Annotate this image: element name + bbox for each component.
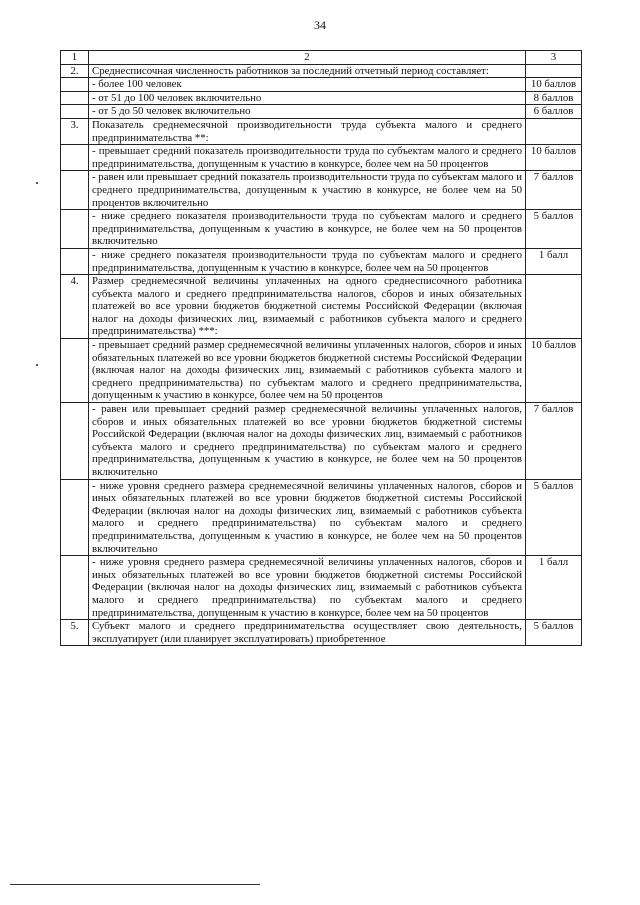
criterion-text: - превышает средний показатель производительности труда по субъектам малого и среднего предпринимательства, допущенным к участию в конкурсе, более чем на 50 процентов (89, 145, 526, 171)
table-row (61, 403, 582, 480)
scoring-criteria-table (60, 50, 582, 646)
row-number (61, 78, 89, 92)
criterion-text: - ниже среднего показателя производительности труда по субъектам малого и среднего предпринимательства, допущенным к участию в конкурсе, не более чем на 50 процентов включительно (89, 210, 526, 249)
row-number: 3. (61, 118, 89, 144)
table-row (61, 275, 582, 339)
score-value: 5 баллов (526, 210, 582, 249)
criterion-text: - от 51 до 100 человек включительно (89, 91, 526, 105)
score-value (526, 64, 582, 78)
table-row (61, 118, 582, 144)
row-number (61, 556, 89, 620)
score-value (526, 118, 582, 144)
score-value: 7 баллов (526, 171, 582, 210)
criterion-text: Субъект малого и среднего предпринимательства осуществляет свою деятельность, эксплуатирует (или планирует эксплуатировать) приобретенное (89, 620, 526, 646)
criterion-text: - ниже среднего показателя производительности труда по субъектам малого и среднего предпринимательства, допущенным к участию в конкурсе, более чем на 50 процентов (89, 248, 526, 274)
row-number (61, 171, 89, 210)
criterion-text: - ниже уровня среднего размера среднемесячной величины уплаченных налогов, сборов и иных обязательных платежей во все уровни бюджетов бюджетной системы Российской Федерации (включая налог на доходы физических лиц, взимаемый с работников субъекта малого и среднего предпринимательства) по субъектам малого и среднего предпринимательства, допущенным к участию в конкурсе, более чем на 50 процентов (89, 556, 526, 620)
score-value: 10 баллов (526, 145, 582, 171)
criterion-text: - равен или превышает средний показатель производительности труда по субъектам малого и среднего предпринимательства, допущенным к участию в конкурсе, не более чем на 50 процентов включительно (89, 171, 526, 210)
row-number: 5. (61, 620, 89, 646)
score-value: 1 балл (526, 248, 582, 274)
score-value: 8 баллов (526, 91, 582, 105)
score-value: 10 баллов (526, 339, 582, 403)
criterion-text: Показатель среднемесячной производительности труда субъекта малого и среднего предпринимательства **: (89, 118, 526, 144)
criterion-text: Размер среднемесячной величины уплаченных на одного среднесписочного работника субъекта малого и среднего предпринимательства налогов, сборов и иных обязательных платежей во все уровни бюджетов бюджетной системы Российской Федерации (включая налог на доходы физических лиц, взимаемый с работников субъекта малого и среднего предпринимательства) ***: (89, 275, 526, 339)
footnote-separator (10, 884, 260, 885)
criterion-text: - более 100 человек (89, 78, 526, 92)
criterion-text: - от 5 до 50 человек включительно (89, 105, 526, 119)
table-row (61, 620, 582, 646)
row-number (61, 210, 89, 249)
column-header-criterion: 2 (89, 51, 526, 65)
scan-speck (36, 182, 38, 184)
criterion-text: - равен или превышает средний размер среднемесячной величины уплаченных налогов, сборов и иных обязательных платежей во все уровни бюджетов бюджетной системы Российской Федерации (включая налог на доходы физических лиц, взимаемый с работников субъекта малого и среднего предпринимательства) по субъектам малого и среднего предпринимательства, допущенным к участию в конкурсе, не более чем на 50 процентов включительно (89, 403, 526, 480)
table-row (61, 64, 582, 78)
score-value: 6 баллов (526, 105, 582, 119)
table-row (61, 248, 582, 274)
column-header-score: 3 (526, 51, 582, 65)
criterion-text: - ниже уровня среднего размера среднемесячной величины уплаченных налогов, сборов и иных обязательных платежей во все уровни бюджетов бюджетной системы Российской Федерации (включая налог на доходы физических лиц, взимаемый с работников субъекта малого и среднего предпринимательства) по субъектам малого и среднего предпринимательства, допущенным к участию в конкурсе, не более чем на 50 процентов включительно (89, 479, 526, 556)
criterion-text: - превышает средний размер среднемесячной величины уплаченных налогов, сборов и иных обязательных платежей во все уровни бюджетов бюджетной системы Российской Федерации (включая налог на доходы физических лиц, взимаемый с работников субъекта малого и среднего предпринимательства) по субъектам малого и среднего предпринимательства, допущенным к участию в конкурсе, более чем на 50 процентов (89, 339, 526, 403)
score-value: 7 баллов (526, 403, 582, 480)
table-row (61, 145, 582, 171)
table-header-row (61, 51, 582, 65)
scan-speck (36, 364, 38, 366)
score-value: 10 баллов (526, 78, 582, 92)
row-number (61, 145, 89, 171)
table-row (61, 105, 582, 119)
criterion-text: Среднесписочная численность работников за последний отчетный период составляет: (89, 64, 526, 78)
score-value: 5 баллов (526, 479, 582, 556)
column-header-number: 1 (61, 51, 89, 65)
row-number (61, 105, 89, 119)
table-row (61, 78, 582, 92)
table-row (61, 171, 582, 210)
score-value: 1 балл (526, 556, 582, 620)
row-number (61, 403, 89, 480)
table-row (61, 479, 582, 556)
row-number: 4. (61, 275, 89, 339)
row-number (61, 339, 89, 403)
row-number (61, 248, 89, 274)
table-row (61, 91, 582, 105)
table-row (61, 556, 582, 620)
page-number: 34 (314, 18, 326, 32)
row-number: 2. (61, 64, 89, 78)
row-number (61, 479, 89, 556)
score-value (526, 275, 582, 339)
table-row (61, 210, 582, 249)
row-number (61, 91, 89, 105)
score-value: 5 баллов (526, 620, 582, 646)
table-row (61, 339, 582, 403)
